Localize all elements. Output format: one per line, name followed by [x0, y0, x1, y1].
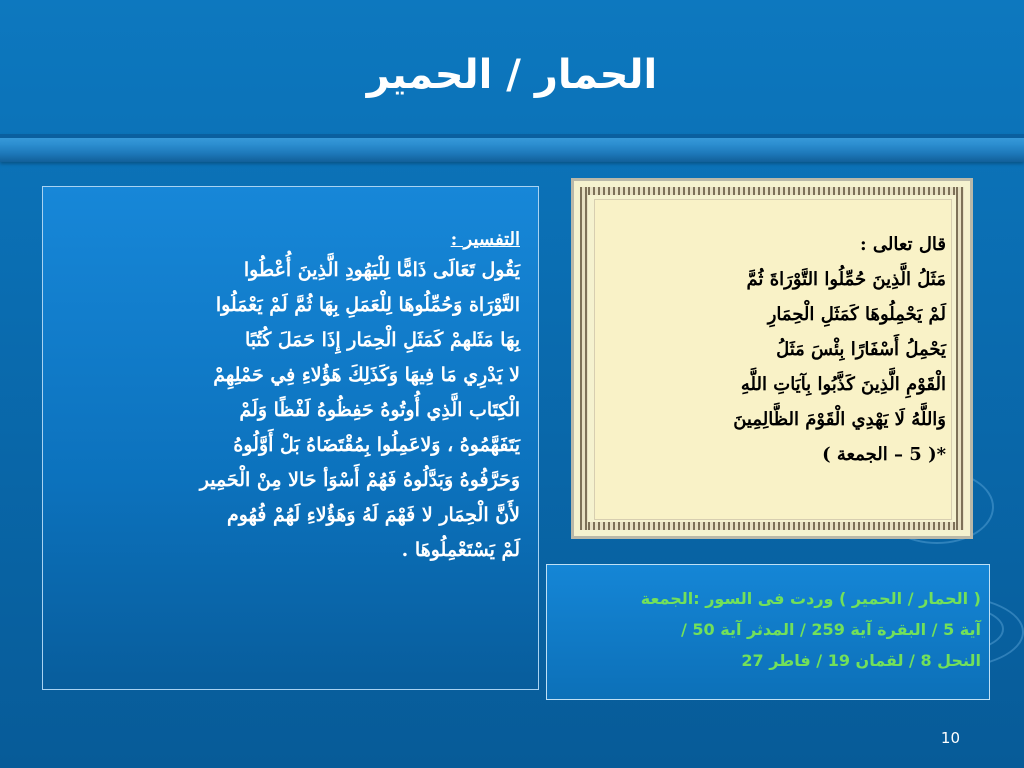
tafsir-line: لا يَدْرِي مَا فِيهَا وَكَذَلِكَ هَؤُلاءِ فِي حَمْلِهِمْ	[213, 364, 520, 386]
source-line: آية 5 / البقرة آية 259 / المدثر آية 50 /	[680, 620, 981, 639]
verse-line: لَمْ يَحْمِلُوهَا كَمَثَلِ الْحِمَارِ	[767, 304, 946, 325]
tafsir-heading: التفسير :	[450, 229, 520, 250]
tafsir-line: لأَنَّ الْحِمَار لا فَهْمَ لَهُ وَهَؤُلاءِ لَهُمْ فُهُوم	[226, 504, 520, 526]
verse-line: يَحْمِلُ أَسْفَارًا بِئْسَ مَثَلُ	[776, 339, 946, 360]
tafsir-line: الْكِتَاب الَّذِي أُوتُوهُ حَفِظُوهُ لَفْظًا وَلَمْ	[239, 399, 520, 421]
surah-references-box	[546, 564, 990, 700]
tafsir-line: التَّوْرَاة وَحُمِّلُوهَا لِلْعَمَلِ بِهَا ثُمَّ لَمْ يَعْمَلُوا	[215, 294, 520, 316]
tafsir-text-box	[42, 186, 539, 690]
slide-title: الحمار / الحمير	[366, 52, 658, 98]
verse-line: وَاللَّهُ لَا يَهْدِي الْقَوْمَ الظَّالِمِينَ	[733, 409, 946, 430]
tafsir-line: وَحَرَّفُوهُ وَبَدَّلُوهُ فَهُمْ أَسْوَأ حَالا مِنْ الْحَمِير	[199, 469, 520, 491]
verse-line: مَثَلُ الَّذِينَ حُمِّلُوا التَّوْرَاةَ ثُمَّ	[746, 269, 946, 290]
header-divider-band	[0, 134, 1024, 162]
quran-verse-frame	[571, 178, 973, 539]
verse-intro: قال تعالى :	[859, 234, 946, 255]
tafsir-line: لَمْ يَسْتَعْمِلُوهَا .	[401, 539, 520, 561]
slide-page-number: 10	[940, 729, 960, 747]
tafsir-line: بِهَا مَثَلهمْ كَمَثَلِ الْحِمَار إِذَا حَمَلَ كُتُبًا	[245, 329, 520, 351]
tafsir-line: يَتَفَهَّمُوهُ ، وَلاعَمِلُوا بِمُقْتَضَاهُ بَلْ أَوَّلُوهُ	[233, 434, 520, 456]
verse-reference: *( 5 – الجمعة )	[822, 444, 946, 465]
tafsir-line: يَقُول تَعَالَى ذَامًّا لِلْيَهُودِ الَّذِينَ أُعْطُوا	[243, 259, 520, 281]
source-line: ( الحمار / الحمير ) وردت فى السور :الجمعة	[640, 589, 981, 608]
quran-verse-text	[596, 227, 946, 472]
source-line: النحل 8 / لقمان 19 / فاطر 27	[741, 651, 981, 670]
verse-line: الْقَوْمِ الَّذِينَ كَذَّبُوا بِآيَاتِ اللَّهِ	[740, 374, 946, 395]
